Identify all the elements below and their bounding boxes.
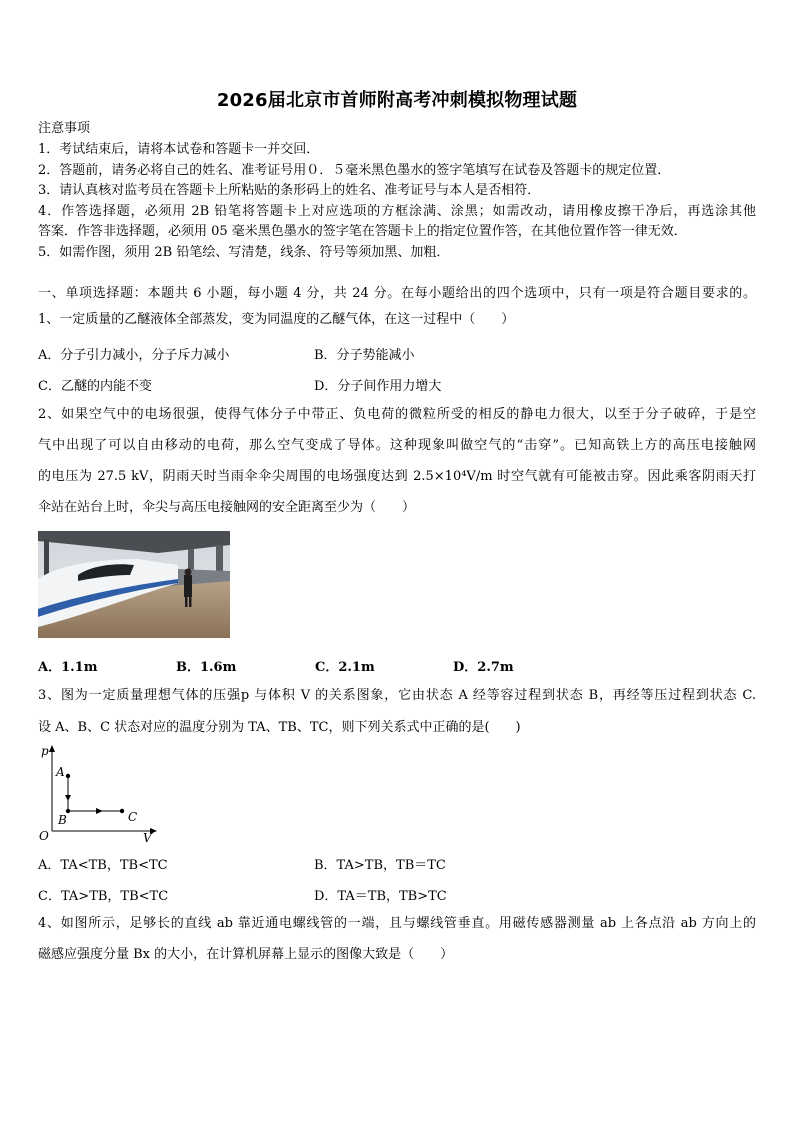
q3-option-b: B．TA>TB，TB＝TC — [314, 858, 446, 873]
q2-line-1: 2、如果空气中的电场很强，使得气体分子中带正、负电荷的微粒所受的相反的静电力很大，以至于分子破碎，于是空 — [38, 407, 756, 422]
notice-item-4-cont: 答案．作答非选择题，必须用 05 毫米黑色墨水的签字笔在答题卡上的指定位置作答，在其他位置作答一律无效． — [38, 224, 687, 239]
q3-line-1: 3、图为一定质量理想气体的压强p 与体积 V 的关系图象，它由状态 A 经等容过程到状态 B，再经等压过程到状态 C. — [38, 688, 756, 703]
q1-option-b: B．分子势能减小 — [314, 348, 415, 363]
notice-item-4: 4．作答选择题，必须用 2B 铅笔将答题卡上对应选项的方框涂满、涂黑；如需改动，请用橡皮擦干净后，再选涂其他 — [38, 204, 756, 219]
q2-line-4: 伞站在站台上时，伞尖与高压电接触网的安全距离至少为（ ） — [38, 500, 416, 515]
notice-item-3: 3．请认真核对监考员在答题卡上所粘贴的条形码上的姓名、准考证号与本人是否相符． — [38, 183, 541, 198]
q3-option-d: D．TA＝TB，TB>TC — [314, 889, 447, 904]
q3-line-2: 设 A、B、C 状态对应的温度分别为 TA、TB、TC，则下列关系式中正确的是( ) — [38, 720, 521, 735]
q1-option-c: C．乙醚的内能不变 — [38, 379, 152, 394]
page-title: 2026届北京市首师附高考冲刺模拟物理试题 — [216, 90, 578, 111]
v-axis-label: V — [143, 831, 152, 843]
q1-option-a: A．分子引力减小，分子斥力减小 — [38, 348, 230, 363]
notice-item-2: 2．答题前，请务必将自己的姓名、准考证号用０．５毫米黑色墨水的签字笔填写在试卷及答题卡的规定位置． — [38, 163, 671, 178]
pv-diagram — [36, 743, 166, 843]
q4-line-2: 磁感应强度分量 Bx 的大小，在计算机屏幕上显示的图像大致是（ ） — [38, 947, 454, 962]
q2-option-c: C．2.1m — [315, 660, 375, 675]
origin-label: O — [39, 829, 49, 843]
state-c-label: C — [128, 810, 138, 824]
high-speed-train-photo — [38, 531, 230, 638]
notice-heading: 注意事项 — [38, 121, 91, 136]
notice-item-5: 5．如需作图，须用 2B 铅笔绘、写清楚，线条、符号等须加黑、加粗． — [38, 245, 450, 260]
state-b-label: B — [58, 813, 67, 827]
q1-option-d: D．分子间作用力增大 — [314, 379, 442, 394]
q1-stem: 1、一定质量的乙醚液体全部蒸发，变为同温度的乙醚气体，在这一过程中（ ） — [38, 312, 515, 327]
q2-line-3: 的电压为 27.5 kV，阴雨天时当雨伞伞尖周围的电场强度达到 2.5×10⁴V/m 时空气就有可能被击穿。因此乘客阴雨天打 — [38, 469, 756, 484]
q3-option-c: C．TA>TB，TB<TC — [38, 889, 169, 904]
q2-option-b: B．1.6m — [176, 660, 237, 675]
q4-line-1: 4、如图所示，足够长的直线 ab 靠近通电螺线管的一端，且与螺线管垂直。用磁传感器测量 ab 上各点沿 ab 方向上的 — [38, 916, 756, 931]
section-heading: 一、单项选择题：本题共 6 小题，每小题 4 分，共 24 分。在每小题给出的四个选项中，只有一项是符合题目要求的。 — [38, 286, 756, 301]
q2-option-d: D．2.7m — [453, 660, 514, 675]
q2-line-2: 气中出现了可以自由移动的电荷，那么空气变成了导体。这种现象叫做空气的“击穿”。已知高铁上方的高压电接触网 — [38, 438, 756, 453]
state-a-label: A — [56, 765, 65, 779]
q2-option-a: A．1.1m — [38, 660, 98, 675]
q3-option-a: A．TA<TB，TB<TC — [38, 858, 168, 873]
notice-item-1: 1．考试结束后，请将本试卷和答题卡一并交回． — [38, 142, 320, 157]
p-axis-label: p — [41, 744, 49, 758]
